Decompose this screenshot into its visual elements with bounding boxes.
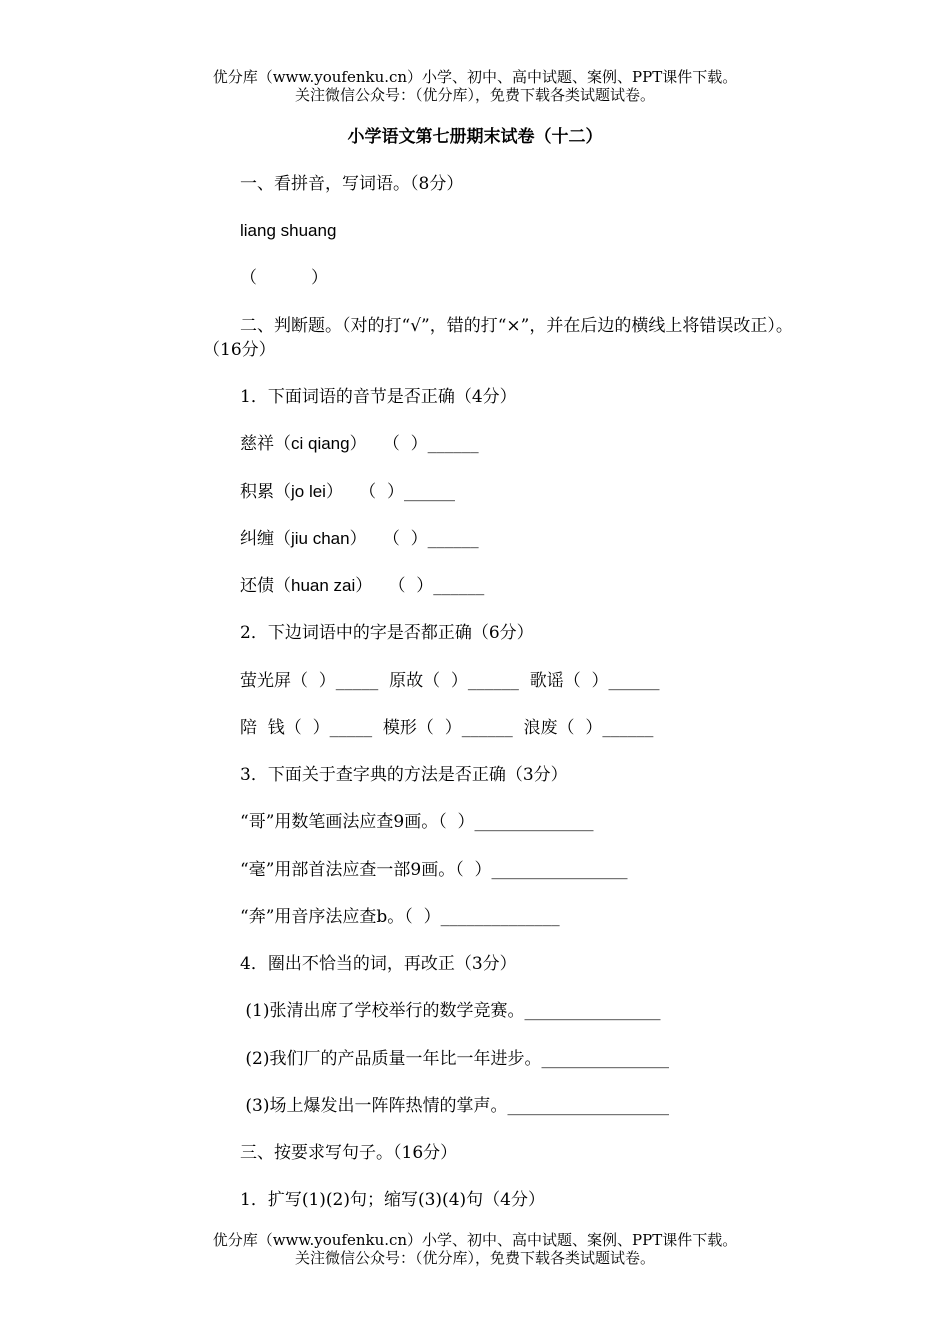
section2-heading: 二、判断题。（对的打“√”，错的打“×”，并在后边的横线上将错误改正）。（16分） xyxy=(203,316,793,360)
q1-item xyxy=(240,433,479,455)
header-line-1: 优分库（www.youfenku.cn）小学、初中、高中试题、案例、PPT课件下载。 xyxy=(212,68,738,86)
q3-item: “奔”用音序法应查b。（ ）______________ xyxy=(240,907,560,927)
page-footer xyxy=(0,1231,950,1267)
page-title: 小学语文第七册期末试卷（十二） xyxy=(347,127,603,147)
q1-item-pinyin: （jo lei） xyxy=(274,482,343,501)
q1-item-blank: （ ）______ xyxy=(342,482,455,502)
q4-item: (2)我们厂的产品质量一年比一年进步。_______________ xyxy=(240,1049,669,1069)
q3-item: “毫”用部首法应查一部9画。（ ）________________ xyxy=(240,860,628,880)
q1-item-pinyin: （huan zai） xyxy=(274,576,373,595)
q4-heading: 4．圈出不恰当的词，再改正（3分） xyxy=(240,954,517,974)
q2-heading: 2．下边词语中的字是否都正确（6分） xyxy=(240,623,534,643)
q1-item-word: 还债 xyxy=(240,576,274,596)
q3-item: “哥”用数笔画法应查9画。（ ）______________ xyxy=(240,812,594,832)
q4-item: (3)场上爆发出一阵阵热情的掌声。___________________ xyxy=(240,1096,669,1116)
section1-answer-blank: （ ） xyxy=(240,268,329,288)
q3-heading: 3．下面关于查字典的方法是否正确（3分） xyxy=(240,765,568,785)
q1-item-word: 积累 xyxy=(240,482,274,502)
q1-item-word: 纠缠 xyxy=(240,529,274,549)
q1-item-blank: （ ）______ xyxy=(366,529,479,549)
q1-item-word: 慈祥 xyxy=(240,434,274,454)
section3-q1-heading: 1．扩写(1)(2)句；缩写(3)(4)句（4分） xyxy=(240,1190,545,1210)
page-header xyxy=(0,68,950,104)
q1-item xyxy=(240,481,455,503)
section1-pinyin: liang shuang xyxy=(240,221,337,240)
q1-item-blank: （ ）______ xyxy=(366,434,479,454)
q1-heading: 1．下面词语的音节是否正确（4分） xyxy=(240,387,517,407)
footer-line-1: 优分库（www.youfenku.cn）小学、初中、高中试题、案例、PPT课件下载。 xyxy=(212,1231,738,1249)
q2-row-2: 陪 钱（ ）_____ 模形（ ）______ 浪废（ ）______ xyxy=(240,718,654,738)
q1-item xyxy=(240,528,479,550)
q1-item-pinyin: （ci qiang） xyxy=(274,434,367,453)
section1-heading: 一、看拼音，写词语。（8分） xyxy=(240,174,464,194)
q4-item: (1)张清出席了学校举行的数学竞赛。________________ xyxy=(240,1001,661,1021)
q1-item-blank: （ ）______ xyxy=(372,576,485,596)
section3-heading: 三、按要求写句子。（16分） xyxy=(240,1143,458,1163)
header-line-2: 关注微信公众号：（优分库），免费下载各类试题试卷。 xyxy=(294,86,655,104)
q1-item xyxy=(240,575,484,597)
q1-item-pinyin: （jiu chan） xyxy=(274,529,367,548)
footer-line-2: 关注微信公众号：（优分库），免费下载各类试题试卷。 xyxy=(294,1249,655,1267)
q2-row-1: 萤光屏（ ）_____ 原故（ ）______ 歌谣（ ）______ xyxy=(240,671,660,691)
